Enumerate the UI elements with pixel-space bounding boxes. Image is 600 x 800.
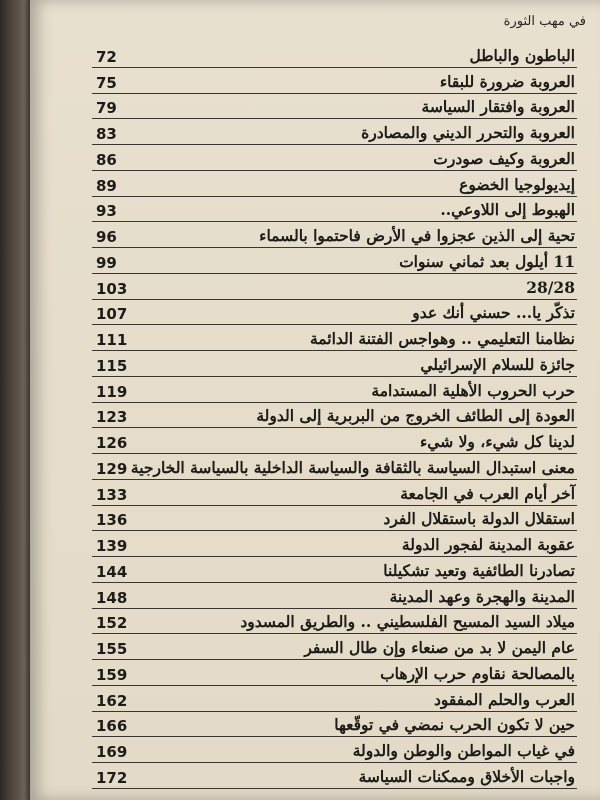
toc-entry [92,531,577,557]
book-page [30,0,600,800]
toc-entry [92,428,577,454]
toc-entry [92,557,577,583]
toc-entry-page: 119 [96,382,128,401]
toc-entry [92,686,577,712]
toc-entry-page: 79 [96,99,117,118]
toc-entry [92,763,577,789]
toc-entry-title: لدينا كل شيء، ولا شيء [420,432,575,451]
toc-entry-title: الباطون والباطل [469,45,575,65]
toc-entry-title: عقوبة المدينة لفجور الدولة [401,535,575,554]
toc-entry-title: آخر أيام العرب في الجامعة [400,483,575,503]
table-of-contents [92,42,577,789]
toc-entry [92,274,577,300]
toc-entry [92,94,577,120]
toc-entry-page: 152 [96,614,128,633]
toc-entry-page: 148 [96,588,128,607]
toc-entry-title: العودة إلى الطائف الخروج من البربرية إلى الدولة [256,406,575,426]
toc-entry-title: 28/28 [526,277,575,297]
toc-entry-page: 89 [96,176,117,195]
toc-entry-page: 126 [96,434,128,452]
toc-entry-page: 96 [96,228,117,246]
toc-entry-title: العروبة وافتقار السياسة [421,97,575,117]
toc-entry-page: 133 [96,485,128,504]
toc-entry-title: بالمصالحة نقاوم حرب الإرهاب [380,663,575,683]
toc-entry [92,737,577,763]
toc-entry-page: 99 [96,253,117,272]
toc-entry [92,506,577,532]
toc-entry-page: 159 [96,665,128,684]
toc-entry-title: استقلال الدولة باستقلال الفرد [383,509,575,529]
toc-entry-page: 123 [96,408,128,427]
toc-entry-title: 11 أيلول بعد ثماني سنوات [399,251,575,271]
toc-entry-page: 83 [96,125,117,143]
toc-entry [92,42,577,68]
toc-entry [92,171,577,197]
toc-entry-title: إيديولوجيا الخضوع [459,174,575,194]
toc-entry [92,583,577,609]
toc-entry-title: المدينة والهجرة وعهد المدينة [389,586,575,606]
toc-entry-title: واجبات الأخلاق وممكنات السياسة [358,766,575,786]
toc-entry [92,222,577,248]
toc-entry [92,119,577,145]
toc-entry-page: 155 [96,640,128,658]
toc-entry [92,351,577,377]
toc-entry-page: 75 [96,73,117,92]
toc-entry-page: 139 [96,537,128,555]
toc-entry-title: في غياب المواطن والوطن والدولة [352,741,575,760]
toc-entry-title: جائزة للسلام الإسرائيلي [420,354,575,374]
toc-entry-title: العروبة وكيف صودرت [433,148,575,168]
toc-entry-title: معنى استبدال السياسة بالثقافة والسياسة الداخلية بالسياسة الخارجية [130,457,575,477]
toc-entry-page: 93 [96,202,117,221]
toc-entry [92,325,577,351]
toc-entry-title: ميلاد السيد المسيح الفلسطيني .. والطريق المسدود [240,612,575,632]
toc-entry-title: تحية إلى الذين عجزوا في الأرض فاحتموا بالسماء [259,226,575,245]
toc-entry-page: 72 [96,47,117,66]
toc-entry [92,377,577,403]
toc-entry-title: نظامنا التعليمي .. وهواجس الفتنة الدائمة [309,329,575,348]
toc-entry [92,197,577,223]
toc-entry-title: عام اليمن لا بد من صنعاء وإن طال السفر [304,638,575,657]
toc-entry-page: 115 [96,356,128,375]
toc-entry-title: العروبة والتحرر الديني والمصادرة [361,123,575,142]
toc-entry-page: 144 [96,562,128,581]
toc-entry [92,634,577,660]
toc-entry-title: حرب الحروب الأهلية المستدامة [371,380,575,400]
toc-entry [92,300,577,326]
toc-entry-page: 136 [96,511,128,530]
toc-entry [92,712,577,738]
toc-entry [92,480,577,506]
toc-entry-page: 169 [96,743,128,761]
running-header: في مهب الثورة [503,14,586,29]
toc-entry [92,609,577,635]
toc-entry-title: العرب والحلم المفقود [434,689,575,709]
toc-entry [92,454,577,480]
toc-entry-page: 166 [96,717,128,736]
toc-entry-page: 162 [96,691,128,710]
toc-entry-title: حين لا تكون الحرب نمضي في توقّعها [334,715,575,735]
toc-entry [92,660,577,686]
toc-entry-page: 129 [96,459,128,478]
toc-entry [92,248,577,274]
toc-entry-title: الهبوط إلى اللاوعي.. [440,200,575,220]
toc-entry-page: 86 [96,150,117,169]
toc-entry-page: 103 [96,279,128,298]
toc-entry-page: 111 [96,331,128,349]
toc-entry-title: تذكّر يا... حسني أنك عدو [412,303,575,323]
toc-entry [92,145,577,171]
toc-entry [92,403,577,429]
toc-entry-page: 107 [96,305,128,324]
toc-entry-title: تصادرنا الطائفية وتعيد تشكيلنا [383,560,575,580]
toc-entry [92,68,577,94]
toc-entry-title: العروبة ضرورة للبقاء [439,71,575,91]
toc-entry-page: 172 [96,768,128,787]
